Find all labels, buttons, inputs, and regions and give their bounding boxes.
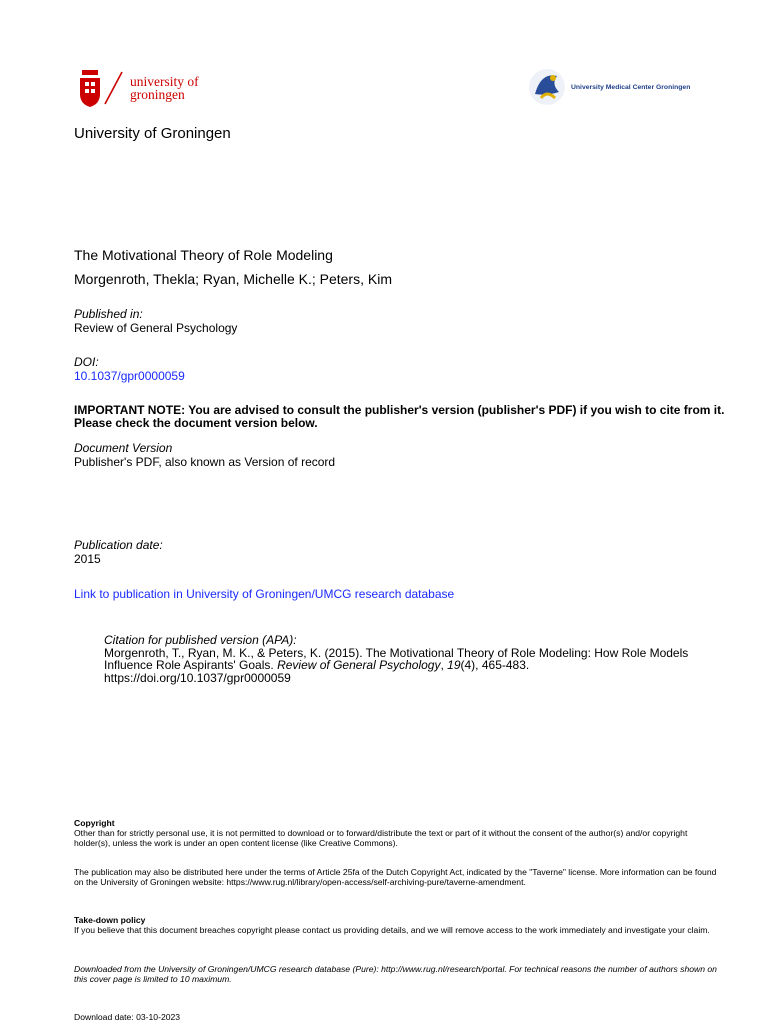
rug-logo <box>78 66 199 110</box>
citation-label: Citation for published version (APA): <box>104 633 297 647</box>
rug-wordmark-line2: groningen <box>130 87 185 102</box>
citation-pages: (4), 465-483. <box>460 658 530 672</box>
taverne-text: The publication may also be distributed here under the terms of Article 25fa of the Dutch Copyright Act, indicated by the "Taverne" license. More information can be found on the University of Groningen website: https://www.rug.nl/library/open-access/self-archiving-pure/taverne-amendment. <box>74 867 717 887</box>
rug-wordmark-line1: university of <box>130 74 199 89</box>
doi <box>74 355 185 383</box>
important-note: IMPORTANT NOTE: You are advised to consult the publisher's version (publisher's PDF) if you wish to cite from it. Please check the document version below. <box>74 403 725 430</box>
document-version-label: Document Version <box>74 441 173 455</box>
umcg-logo <box>527 66 690 108</box>
umcg-emblem-icon <box>527 66 567 108</box>
doi-label: DOI: <box>74 355 99 369</box>
document-version <box>74 441 335 469</box>
citation-block <box>104 634 704 684</box>
download-date: Download date: 03-10-2023 <box>74 1012 181 1022</box>
takedown-heading: Take-down policy <box>74 915 146 925</box>
citation-volume: 19 <box>447 658 461 672</box>
database-link[interactable]: Link to publication in University of Groningen/UMCG research database <box>74 587 455 601</box>
published-in <box>74 307 237 335</box>
publication-authors: Morgenroth, Thekla; Ryan, Michelle K.; Peters, Kim <box>74 271 392 287</box>
copyright-heading: Copyright <box>74 818 115 828</box>
umcg-wordmark: University Medical Center Groningen <box>571 83 691 91</box>
publication-title: The Motivational Theory of Role Modeling <box>74 247 333 263</box>
citation-journal: Review of General Psychology <box>277 658 441 672</box>
published-in-label: Published in: <box>74 307 143 321</box>
downloaded-from: Downloaded from the University of Groningen/UMCG research database (Pure): http://www.rug.nl/research/portal. For technical reasons the number of authors shown on this cover page is limited to 10 maximum. <box>74 964 717 984</box>
publication-date-value: 2015 <box>74 552 101 566</box>
copyright-section <box>74 818 724 848</box>
rug-slash-icon <box>102 70 124 106</box>
rug-wordmark <box>130 75 199 101</box>
takedown-section <box>74 915 724 935</box>
doi-link[interactable]: 10.1037/gpr0000059 <box>74 369 185 383</box>
institution-name: University of Groningen <box>74 125 231 142</box>
rug-crest-icon <box>78 68 102 108</box>
takedown-text: If you believe that this document breaches copyright please contact us providing details, and we will remove access to the work immediately and investigate your claim. <box>74 925 710 935</box>
citation-text: Morgenroth, T., Ryan, M. K., & Peters, K. (2015). The Motivational Theory of Role Modeling: How Role Models Influence Role Aspirants' Goals. Review of General Psychology, 19(4), 465-483. https://doi.org/10.1037/gpr0000059 <box>104 645 689 685</box>
published-in-value: Review of General Psychology <box>74 321 238 335</box>
copyright-text: Other than for strictly personal use, it is not permitted to download or to forward/distribute the text or part of it without the consent of the author(s) and/or copyright holder(s), unless the work is under an open content license (like Creative Commons). <box>74 828 688 848</box>
citation-url[interactable]: https://doi.org/10.1037/gpr0000059 <box>104 670 291 685</box>
publication-date <box>74 538 163 566</box>
document-version-value: Publisher's PDF, also known as Version of record <box>74 455 336 469</box>
citation-part1: Morgenroth, T., Ryan, M. K., & Peters, K. (2015). The Motivational Theory of Role Modeling: How Role Models Influence Role Aspirants' Goals. <box>104 645 689 672</box>
publication-date-label: Publication date: <box>74 538 163 552</box>
